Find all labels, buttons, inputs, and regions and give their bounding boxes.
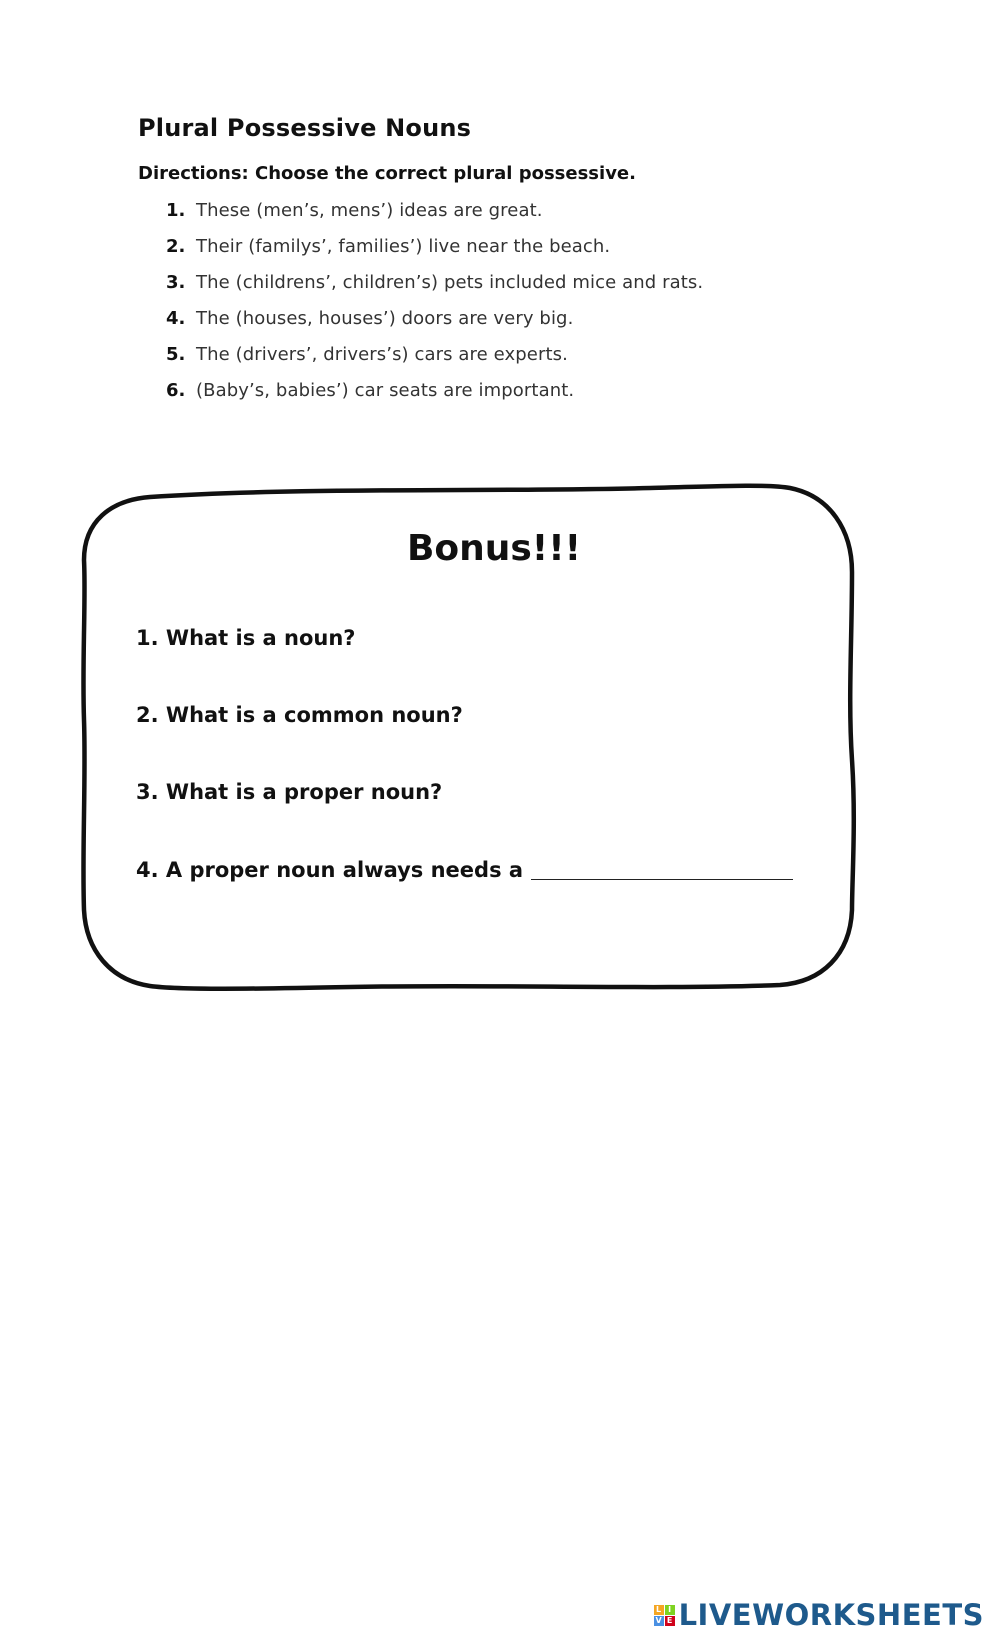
liveworksheets-logo-icon (654, 1605, 675, 1626)
bonus-question-fill-in (136, 858, 793, 882)
question-text: The (houses, houses’) doors are very big. (196, 308, 574, 329)
question-number: 3. (166, 272, 186, 293)
question-text: (Baby’s, babies’) car seats are important. (196, 380, 575, 401)
question-text: Their (familys’, families’) live near the beach. (196, 236, 611, 257)
question-number: 5. (166, 344, 186, 365)
directions-text: Directions: Choose the correct plural possessive. (138, 163, 636, 184)
bonus-question: 3. What is a proper noun? (136, 780, 443, 804)
question-number: 4. (166, 308, 186, 329)
bonus-title-text: Bonus!!! (406, 528, 582, 569)
liveworksheets-logo-text: LIVEWORKSHEETS (678, 1598, 984, 1632)
logo-letter: V (655, 1615, 662, 1625)
question-number: 2. (166, 236, 186, 257)
worksheet-title: Plural Possessive Nouns (138, 114, 472, 142)
question-number: 6. (166, 380, 186, 401)
logo-letter: I (665, 1605, 675, 1615)
bonus-question: 1. What is a noun? (136, 626, 356, 650)
question-text: These (men’s, mens’) ideas are great. (196, 200, 543, 221)
liveworksheets-logo (654, 1598, 984, 1632)
bonus-title (0, 528, 1000, 569)
question-text: The (drivers’, drivers’s) cars are experts. (196, 344, 568, 365)
bonus-question: 2. What is a common noun? (136, 703, 463, 727)
answer-blank-line[interactable] (531, 879, 793, 880)
bonus-question-text: 4. A proper noun always needs a (136, 858, 524, 882)
logo-letter: E (665, 1616, 675, 1626)
logo-letter: L (654, 1605, 664, 1615)
question-text: The (childrens’, children’s) pets included mice and rats. (196, 272, 704, 293)
question-number: 1. (166, 200, 186, 221)
